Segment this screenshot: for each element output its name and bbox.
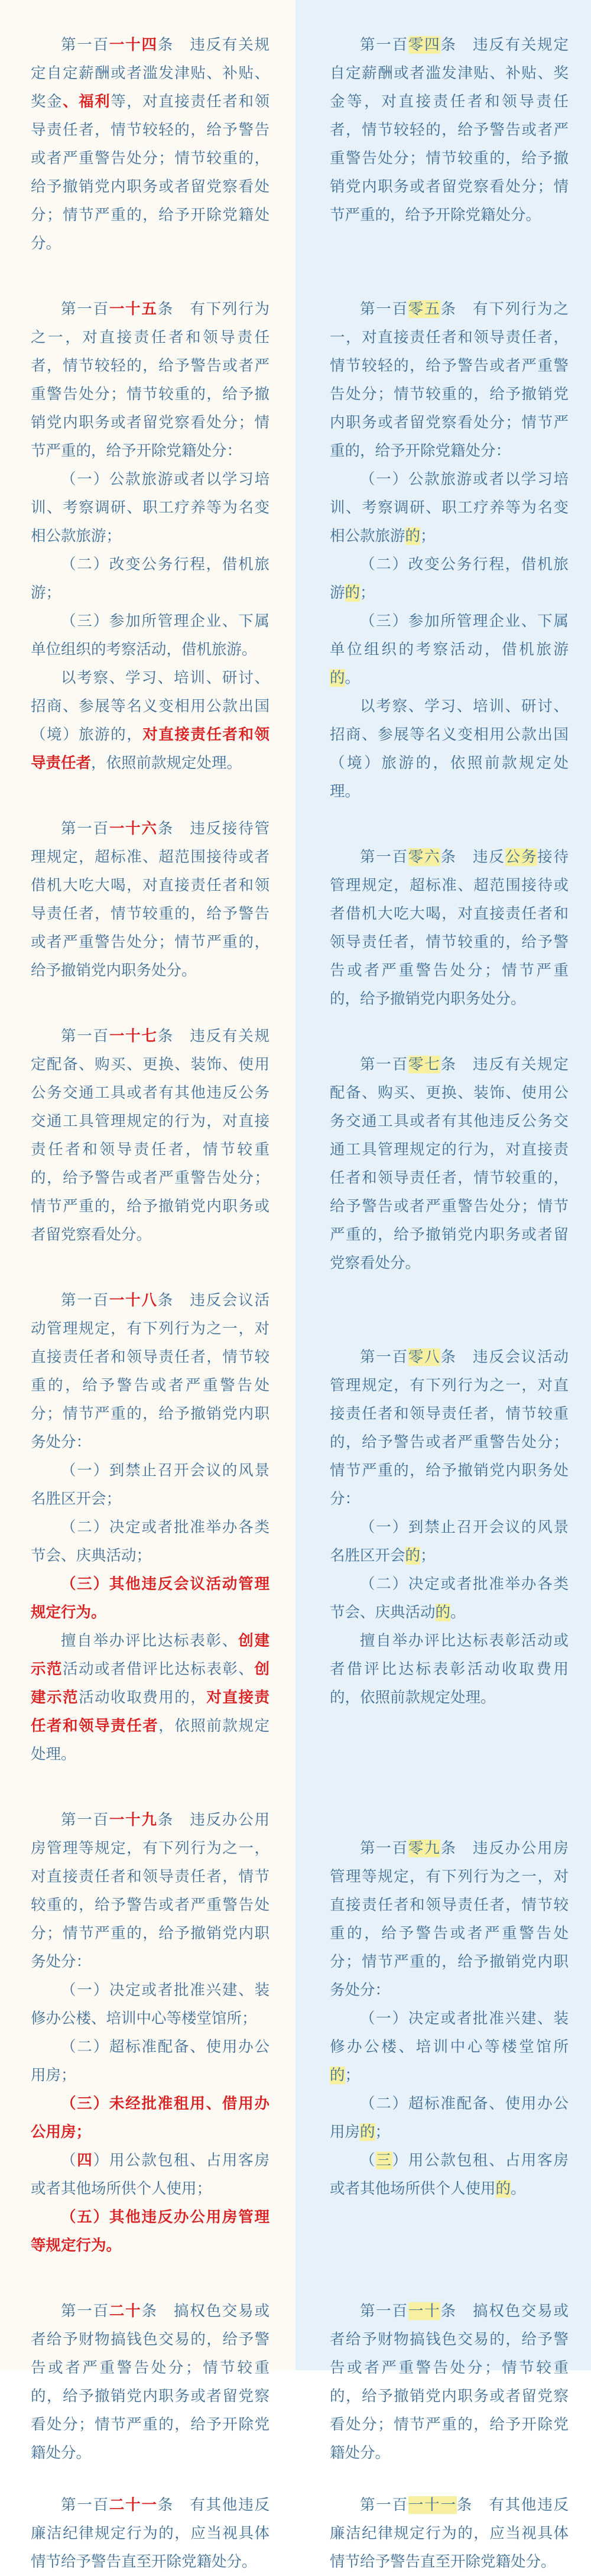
article-paragraph: 第一百二十一条 有其他违反廉洁纪律规定行为的，应当视具体情节给予警告直至开除党籍处分。 xyxy=(31,2496,269,2571)
article-paragraph: 第一百零五条 有下列行为之一，对直接责任者和领导责任者，情节较轻的，给予警告或者严重警告处分；情节较重的，给予撤销党内职务或者留党察看处分；情节严重的，给予开除党籍处分： xyxy=(330,300,569,460)
article-105 xyxy=(330,295,569,806)
article-111 xyxy=(330,2491,569,2576)
article-paragraph: 第一百零八条 违反会议活动管理规定，有下列行为之一，对直接责任者和领导责任者，情节较重的，给予警告或者严重警告处分；情节严重的，给予撤销党内职务处分： xyxy=(330,1348,569,1508)
list-item: （二）决定或者批准举办各类节会、庆典活动的。 xyxy=(330,1575,569,1621)
article-108 xyxy=(330,1343,569,1712)
list-item: （一）公款旅游或者以学习培训、考察调研、职工疗养等为名变相公款旅游； xyxy=(31,471,269,545)
list-item: （一）到禁止召开会议的风景名胜区开会的； xyxy=(330,1519,569,1565)
list-item: （一）公款旅游或者以学习培训、考察调研、职工疗养等为名变相公款旅游的； xyxy=(330,471,569,545)
article-paragraph: 第一百二十条 搞权色交易或者给予财物搞钱色交易的，给予警告或者严重警告处分；情节较重的，给予撤销党内职务或者留党察看处分；情节严重的，给予开除党籍处分。 xyxy=(31,2302,269,2462)
list-item: （三）参加所管理企业、下属单位组织的考察活动，借机旅游。 xyxy=(31,612,269,658)
list-item: （一）到禁止召开会议的风景名胜区开会； xyxy=(31,1462,269,1508)
article-117 xyxy=(31,1022,269,1249)
article-paragraph: 擅自举办评比达标表彰活动或者借评比达标表彰活动收取费用的，依照前款规定处理。 xyxy=(330,1632,569,1706)
list-item: （四）用公款包租、占用客房或者其他场所供个人使用； xyxy=(31,2152,269,2198)
article-110 xyxy=(330,2297,569,2467)
article-paragraph: 第一百一十六条 违反接待管理规定，超标准、超范围接待或者借机大吃大喝，对直接责任者和领导责任者，情节较重的，给予警告或者严重警告处分；情节严重的，给予撤销党内职务处分。 xyxy=(31,820,269,979)
article-paragraph: 第一百零九条 违反办公用房管理等规定，有下列行为之一，对直接责任者和领导责任者，情节较重的，给予警告或者严重警告处分；情节严重的，给予撤销党内职务处分： xyxy=(330,1839,569,1999)
article-paragraph: 第一百一十四条 违反有关规定自定薪酬或者滥发津贴、补贴、奖金、福利等，对直接责任者和领导责任者，情节较轻的，给予警告或者严重警告处分；情节较重的，给予撤销党内职务或者留党察看处分；情节严重的，给予开除党籍处分。 xyxy=(31,36,269,252)
article-115 xyxy=(31,295,269,777)
list-item: （二）超标准配备、使用办公用房的； xyxy=(330,2095,569,2141)
list-item-new: （三）其他违反会议活动管理规定行为。 xyxy=(31,1575,269,1621)
list-item: （二）改变公务行程，借机旅游的； xyxy=(330,556,569,602)
article-paragraph: 第一百零七条 违反有关规定配备、购买、更换、装饰、使用公务交通工具或者有其他违反公务交通工具管理规定的行为，对直接责任者和领导责任者，情节较重的，给予警告或者严重警告处分；情节严重的，给予撤销党内职务或者留党察看处分。 xyxy=(330,1056,569,1272)
article-paragraph: 擅自举办评比达标表彰、创建示范活动或者借评比达标表彰、创建示范活动收取费用的，对直接责任者和领导责任者，依照前款规定处理。 xyxy=(31,1632,269,1763)
list-item: （二）决定或者批准举办各类节会、庆典活动； xyxy=(31,1519,269,1565)
article-paragraph: 第一百零六条 违反公务接待管理规定，超标准、超范围接待或者借机大吃大喝，对直接责任者和领导责任者，情节较重的，给予警告或者严重警告处分；情节严重的，给予撤销党内职务处分。 xyxy=(330,848,569,1008)
article-121 xyxy=(31,2491,269,2576)
article-paragraph: 第一百一十九条 违反办公用房管理等规定，有下列行为之一，对直接责任者和领导责任者，情节较重的，给予警告或者严重警告处分；情节严重的，给予撤销党内职务处分： xyxy=(31,1811,269,1971)
article-114 xyxy=(31,0,269,258)
article-106 xyxy=(330,843,569,1013)
article-120 xyxy=(31,2297,269,2467)
article-107 xyxy=(330,1050,569,1277)
article-paragraph: 第一百一十七条 违反有关规定配备、购买、更换、装饰、使用公务交通工具或者有其他违反公务交通工具管理规定的行为，对直接责任者和领导责任者，情节较重的，给予警告或者严重警告处分；情节严重的，给予撤销党内职务或者留党察看处分。 xyxy=(31,1027,269,1244)
article-109 xyxy=(330,1834,569,2203)
list-item-new: （五）其他违反办公用房管理等规定行为。 xyxy=(31,2208,269,2254)
article-paragraph: 第一百一十条 搞权色交易或者给予财物搞钱色交易的，给予警告或者严重警告处分；情节较重的，给予撤销党内职务或者留党察看处分；情节严重的，给予开除党籍处分。 xyxy=(330,2302,569,2462)
list-item: （三）参加所管理企业、下属单位组织的考察活动，借机旅游的。 xyxy=(330,612,569,687)
list-item: （一）决定或者批准兴建、装修办公楼、培训中心等楼堂馆所的； xyxy=(330,2010,569,2084)
article-104 xyxy=(330,0,569,229)
article-paragraph: 第一百一十八条 违反会议活动管理规定，有下列行为之一，对直接责任者和领导责任者，情节较重的，给予警告或者严重警告处分；情节严重的，给予撤销党内职务处分： xyxy=(31,1292,269,1451)
article-116 xyxy=(31,815,269,985)
article-paragraph: 以考察、学习、培训、研讨、招商、参展等名义变相用公款出国（境）旅游的，对直接责任者和领导责任者，依照前款规定处理。 xyxy=(31,669,269,772)
list-item: （一）决定或者批准兴建、装修办公楼、培训中心等楼堂馆所； xyxy=(31,1981,269,2027)
article-paragraph: 第一百一十五条 有下列行为之一，对直接责任者和领导责任者，情节较轻的，给予警告或者严重警告处分；情节较重的，给予撤销党内职务或者留党察看处分；情节严重的，给予开除党籍处分： xyxy=(31,300,269,460)
right-column-old-version xyxy=(296,0,591,2571)
article-119 xyxy=(31,1806,269,2260)
list-item-new: （三）未经批准租用、借用办公用房； xyxy=(31,2095,269,2141)
list-item: （二）改变公务行程，借机旅游； xyxy=(31,556,269,602)
left-column-new-version xyxy=(0,0,296,2571)
article-paragraph: 第一百一十一条 有其他违反廉洁纪律规定行为的，应当视具体情节给予警告直至开除党籍处分。 xyxy=(330,2496,569,2571)
article-paragraph: 第一百零四条 违反有关规定自定薪酬或者滥发津贴、补贴、奖金等，对直接责任者和领导责任者，情节较轻的，给予警告或者严重警告处分；情节较重的，给予撤销党内职务或者留党察看处分；情节严重的，给予开除党籍处分。 xyxy=(330,36,569,224)
article-paragraph: 以考察、学习、培训、研讨、招商、参展等名义变相用公款出国（境）旅游的，依照前款规定处理。 xyxy=(330,697,569,800)
article-118 xyxy=(31,1286,269,1769)
list-item: （三）用公款包租、占用客房或者其他场所供个人使用的。 xyxy=(330,2152,569,2198)
list-item: （二）超标准配备、使用办公用房； xyxy=(31,2038,269,2084)
